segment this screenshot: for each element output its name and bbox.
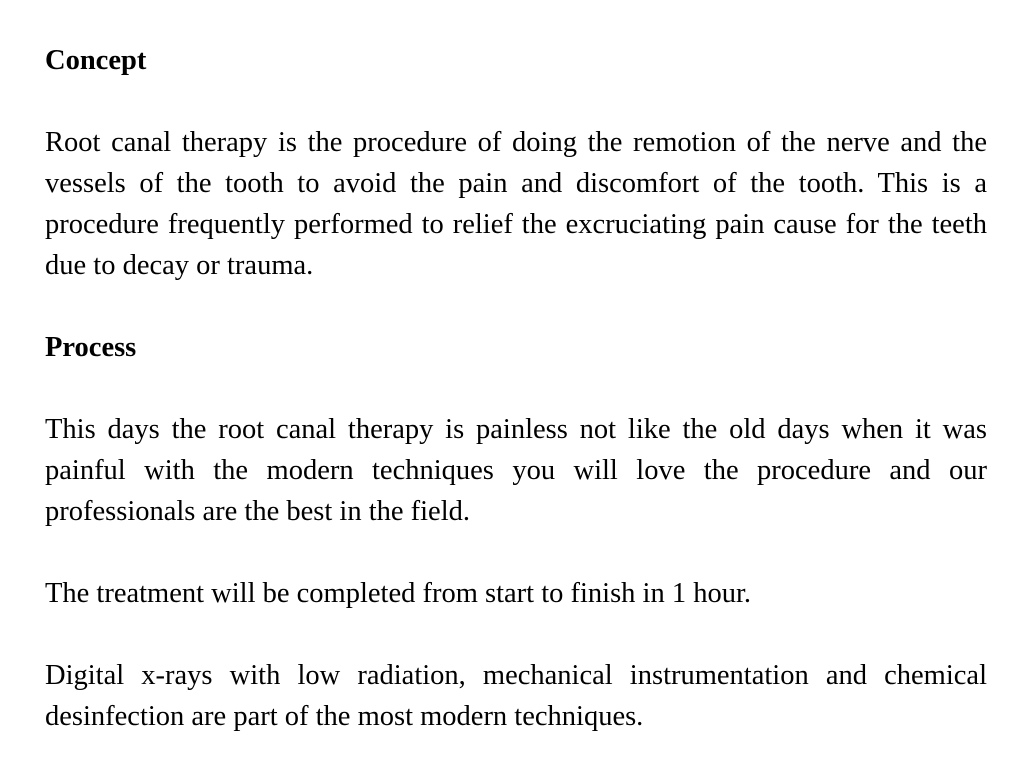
spacer [45, 368, 987, 409]
document-page [45, 40, 987, 737]
section-heading-concept: Concept [45, 45, 147, 76]
spacer [45, 81, 987, 122]
section-heading-process: Process [45, 332, 137, 363]
process-paragraph-1: This days the root canal therapy is painless not like the old days when it was painful with the modern techniques you will love the procedure and our professionals are the best in the field. [45, 414, 987, 527]
process-paragraph-3: Digital x-rays with low radiation, mechanical instrumentation and chemical desinfection are part of the most modern techniques. [45, 660, 987, 732]
spacer [45, 614, 987, 655]
spacer [45, 286, 987, 327]
spacer [45, 532, 987, 573]
concept-paragraph: Root canal therapy is the procedure of doing the remotion of the nerve and the vessels of the tooth to avoid the pain and discomfort of the tooth. This is a procedure frequently performed to relief the excruciating pain cause for the teeth due to decay or trauma. [45, 127, 987, 281]
process-paragraph-2: The treatment will be completed from start to finish in 1 hour. [45, 578, 752, 609]
